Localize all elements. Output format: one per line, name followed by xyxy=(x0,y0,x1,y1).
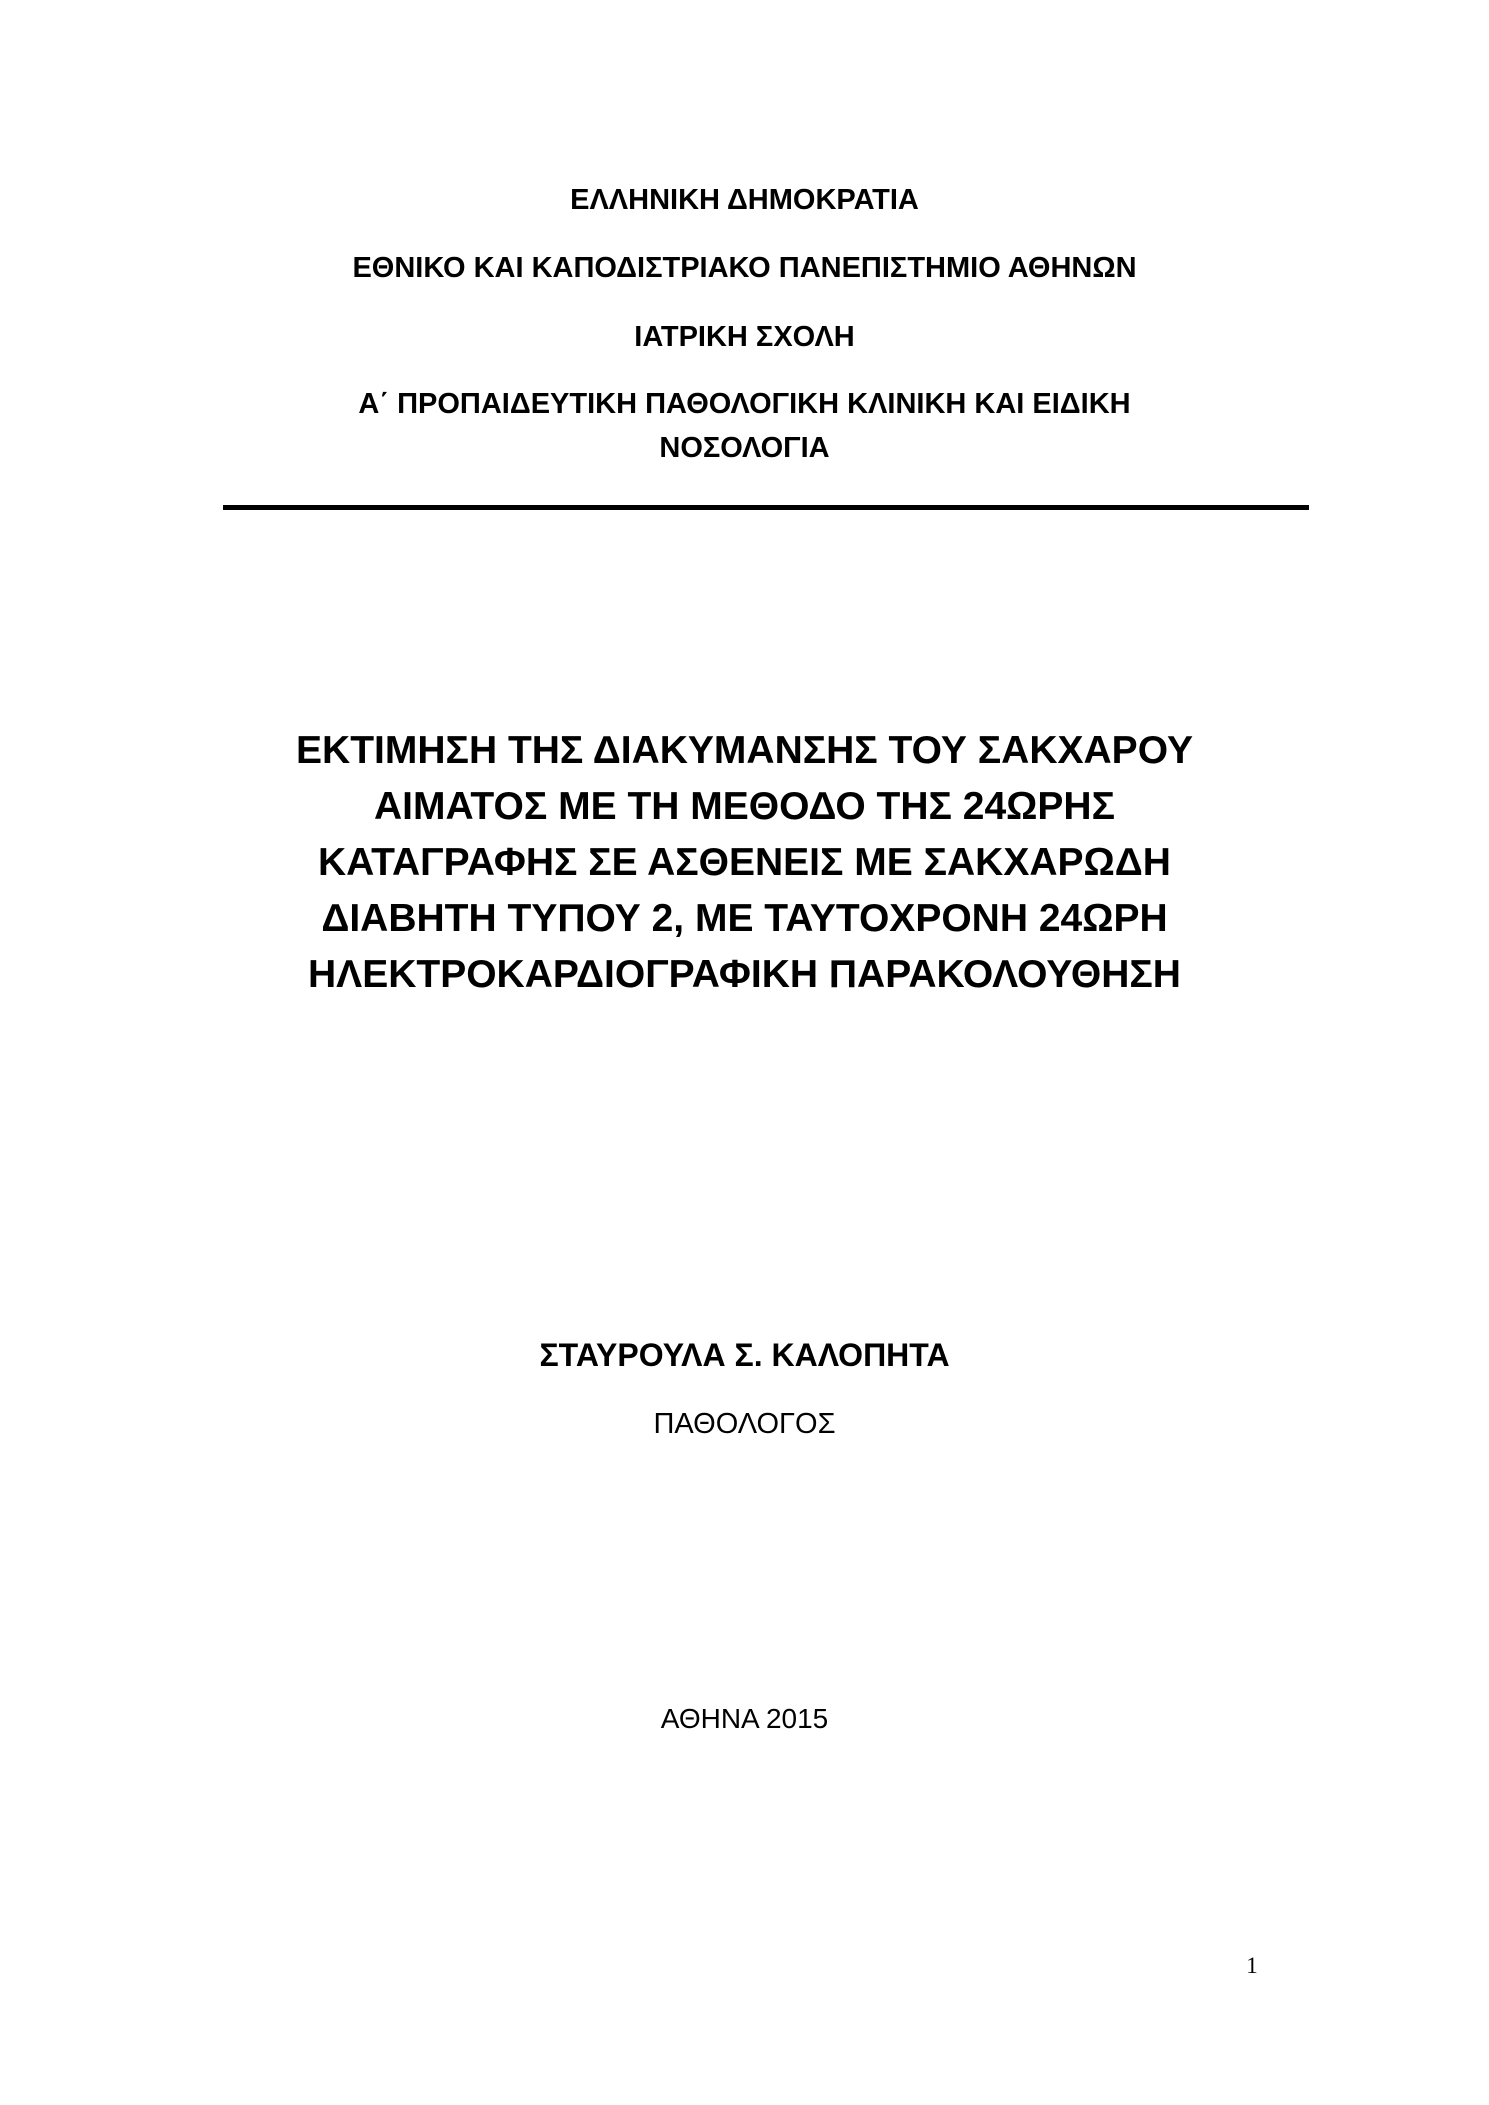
thesis-title-line4: ΔΙΑΒΗΤΗ ΤΥΠΟΥ 2, ΜΕ ΤΑΥΤΟΧΡΟΝΗ 24ΩΡΗ xyxy=(321,897,1168,940)
thesis-title-line2: ΑΙΜΑΤΟΣ ΜΕ ΤΗ ΜΕΘΟΔΟ ΤΗΣ 24ΩΡΗΣ xyxy=(374,785,1115,828)
author-name: ΣΤΑΥΡΟΥΛΑ Σ. ΚΑΛΟΠΗΤΑ xyxy=(539,1337,950,1373)
header-school: ΙΑΤΡΙΚΗ ΣΧΟΛΗ xyxy=(634,321,855,353)
header-university: ΕΘΝΙΚΟ ΚΑΙ ΚΑΠΟΔΙΣΤΡΙΑΚΟ ΠΑΝΕΠΙΣΤΗΜΙΟ ΑΘΗΝΩΝ xyxy=(352,252,1137,284)
header-clinic-line1: Α΄ ΠΡΟΠΑΙΔΕΥΤΙΚΗ ΠΑΘΟΛΟΓΙΚΗ ΚΛΙΝΙΚΗ ΚΑΙ ΕΙΔΙΚΗ xyxy=(358,388,1131,420)
thesis-title-line5: ΗΛΕΚΤΡΟΚΑΡΔΙΟΓΡΑΦΙΚΗ ΠΑΡΑΚΟΛΟΥΘΗΣΗ xyxy=(308,953,1181,996)
header-clinic-line2: ΝΟΣΟΛΟΓΙΑ xyxy=(659,432,830,464)
header-country: ΕΛΛΗΝΙΚΗ ΔΗΜΟΚΡΑΤΙΑ xyxy=(570,184,919,216)
place-date: ΑΘΗΝΑ 2015 xyxy=(660,1703,829,1734)
thesis-title-line3: ΚΑΤΑΓΡΑΦΗΣ ΣΕ ΑΣΘΕΝΕΙΣ ΜΕ ΣΑΚΧΑΡΩΔΗ xyxy=(318,841,1171,884)
page-number: 1 xyxy=(1246,1953,1258,1978)
author-role: ΠΑΘΟΛΟΓΟΣ xyxy=(653,1408,836,1440)
header-divider xyxy=(223,505,1309,510)
thesis-title-line1: ΕΚΤΙΜΗΣΗ ΤΗΣ ΔΙΑΚΥΜΑΝΣΗΣ ΤΟΥ ΣΑΚΧΑΡΟΥ xyxy=(296,729,1193,772)
